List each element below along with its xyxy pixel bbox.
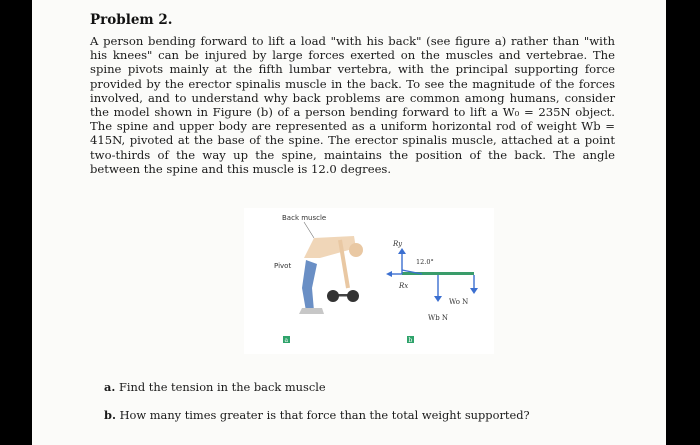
question-b-letter: b.	[104, 408, 116, 422]
badge-a-text: a	[284, 337, 289, 344]
figure-illustration	[244, 208, 494, 354]
rx-label: Rx	[399, 282, 409, 290]
problem-paragraph: A person bending forward to lift a load "with his back" (see figure a) rather than "with his knees" can be injured by large forces exerted on the muscles and vertebrae. The spine pivots mainly at the fifth lumbar vertebra, with the principal supporting force provided by the erector spinalis muscle in the back. To see the magnitude of the forces involved, and to understand why back problems are common among humans, consider the model shown in Figure (b) of a person bending forward to lift a W₀ = 235N object. The spine and upper body are represented as a uniform horizontal rod of weight Wb = 415N, pivoted at the base of the spine. The erector spinalis muscle, attached at a point two-thirds of the way up the spine, maintains the position of the back. The angle between the spine and this muscle is 12.0 degrees.	[90, 34, 615, 176]
rx-arrowhead	[386, 271, 392, 277]
question-b-text: How many times greater is that force than the total weight supported?	[119, 408, 530, 422]
angle-label: 12.0°	[416, 258, 434, 266]
shoe-shape	[299, 308, 324, 314]
question-a-letter: a.	[104, 380, 116, 394]
wo-label: Wo N	[449, 298, 469, 306]
weight-plate-left	[327, 290, 339, 302]
ry-arrowhead	[398, 248, 406, 254]
pivot-label: Pivot	[274, 262, 292, 270]
ry-label: Ry	[393, 240, 403, 248]
question-a	[104, 380, 326, 394]
document-page	[32, 0, 666, 445]
muscle-leader	[304, 222, 314, 238]
wo-arrowhead	[470, 288, 478, 294]
weight-plate-right	[347, 290, 359, 302]
question-b	[104, 408, 530, 422]
badge-b-text: b	[408, 337, 413, 344]
back-muscle-label: Back muscle	[282, 214, 327, 222]
problem-title: Problem 2.	[90, 12, 173, 28]
physics-figure	[244, 208, 494, 354]
head-shape	[349, 243, 363, 257]
legs-shape	[302, 260, 317, 311]
question-a-text: Find the tension in the back muscle	[118, 380, 326, 394]
torso-shape	[304, 236, 356, 258]
wb-label: Wb N	[428, 314, 449, 322]
wb-arrowhead	[434, 296, 442, 302]
